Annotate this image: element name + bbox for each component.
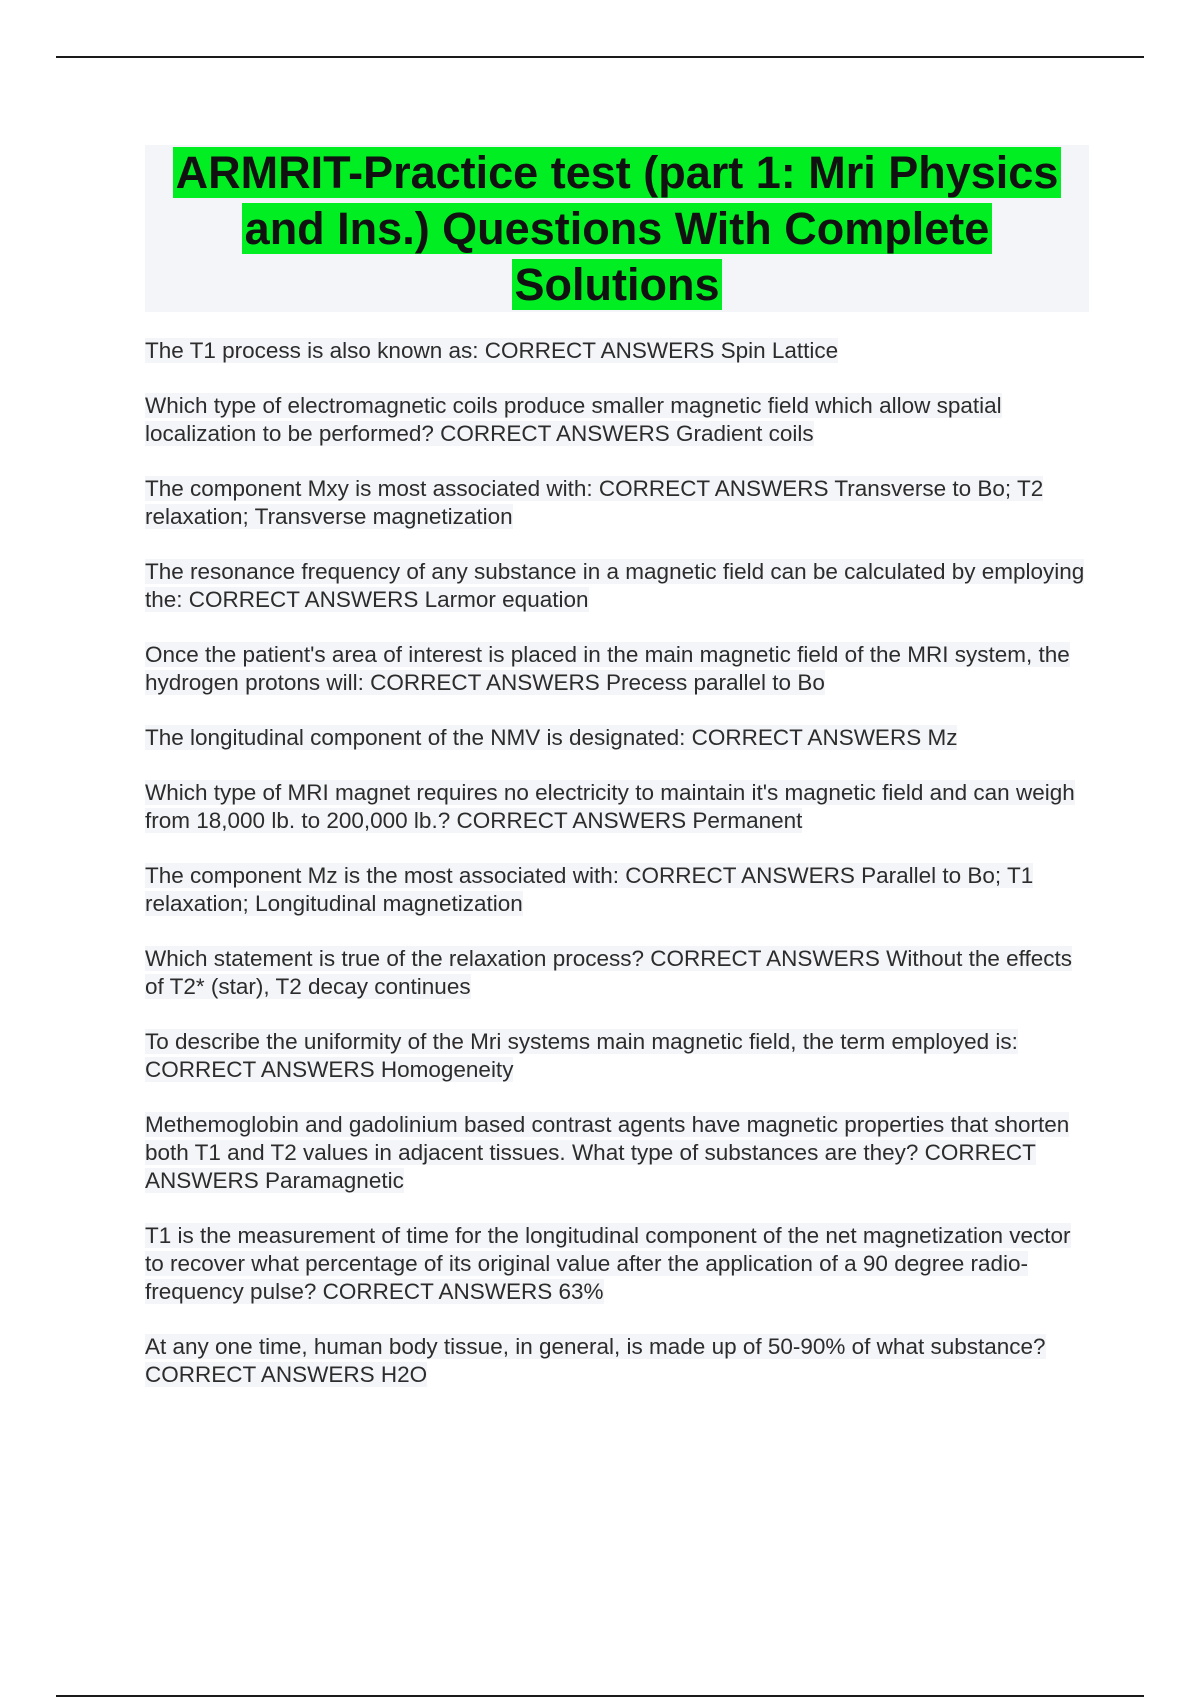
- qa-item-text: The resonance frequency of any substance in a magnetic field can be calculated by employing the: CORRECT ANSWERS Larmor equation: [145, 559, 1085, 612]
- qa-item: [145, 1333, 1089, 1389]
- qa-item-text: T1 is the measurement of time for the longitudinal component of the net magnetization vector to recover what percentage of its original value after the application of a 90 degree radio-frequency pulse? CORRECT ANSWERS 63%: [145, 1223, 1071, 1304]
- qa-item-text: Once the patient's area of interest is placed in the main magnetic field of the MRI system, the hydrogen protons will: CORRECT ANSWERS Precess parallel to Bo: [145, 642, 1070, 695]
- qa-item-text: Which statement is true of the relaxation process? CORRECT ANSWERS Without the effects of T2* (star), T2 decay continues: [145, 946, 1073, 999]
- qa-item-text: The T1 process is also known as: CORRECT ANSWERS Spin Lattice: [145, 338, 839, 363]
- qa-item-text: Which type of MRI magnet requires no electricity to maintain it's magnetic field and can weigh from 18,000 lb. to 200,000 lb.? CORRECT ANSWERS Permanent: [145, 780, 1075, 833]
- qa-item: [145, 1222, 1089, 1306]
- qa-item: [145, 337, 1089, 365]
- footer-rule: [56, 1695, 1144, 1697]
- header-rule: [56, 56, 1144, 58]
- qa-item-text: The longitudinal component of the NMV is designated: CORRECT ANSWERS Mz: [145, 725, 958, 750]
- title-block: [145, 145, 1089, 312]
- qa-item-text: At any one time, human body tissue, in general, is made up of 50-90% of what substance? CORRECT ANSWERS H2O: [145, 1334, 1046, 1387]
- qa-item-text: To describe the uniformity of the Mri systems main magnetic field, the term employed is: CORRECT ANSWERS Homogeneity: [145, 1029, 1018, 1082]
- qa-item-text: The component Mxy is most associated with: CORRECT ANSWERS Transverse to Bo; T2 relaxation; Transverse magnetization: [145, 476, 1044, 529]
- qa-item: [145, 392, 1089, 448]
- qa-item-text: Which type of electromagnetic coils produce smaller magnetic field which allow spatial localization to be performed? CORRECT ANSWERS Gradient coils: [145, 393, 1002, 446]
- qa-list: [145, 337, 1089, 1416]
- qa-item: [145, 724, 1089, 752]
- qa-item: [145, 475, 1089, 531]
- qa-item: [145, 779, 1089, 835]
- document-title: [145, 145, 1089, 313]
- qa-item-text: The component Mz is the most associated with: CORRECT ANSWERS Parallel to Bo; T1 relaxation; Longitudinal magnetization: [145, 863, 1034, 916]
- qa-item: [145, 862, 1089, 918]
- qa-item: [145, 945, 1089, 1001]
- qa-item: [145, 1111, 1089, 1195]
- qa-item: [145, 558, 1089, 614]
- qa-item: [145, 1028, 1089, 1084]
- qa-item: [145, 641, 1089, 697]
- document-title-text: ARMRIT-Practice test (part 1: Mri Physics and Ins.) Questions With Complete Solutions: [173, 147, 1062, 310]
- qa-item-text: Methemoglobin and gadolinium based contrast agents have magnetic properties that shorten both T1 and T2 values in adjacent tissues. What type of substances are they? CORRECT ANSWERS Paramagnetic: [145, 1112, 1070, 1193]
